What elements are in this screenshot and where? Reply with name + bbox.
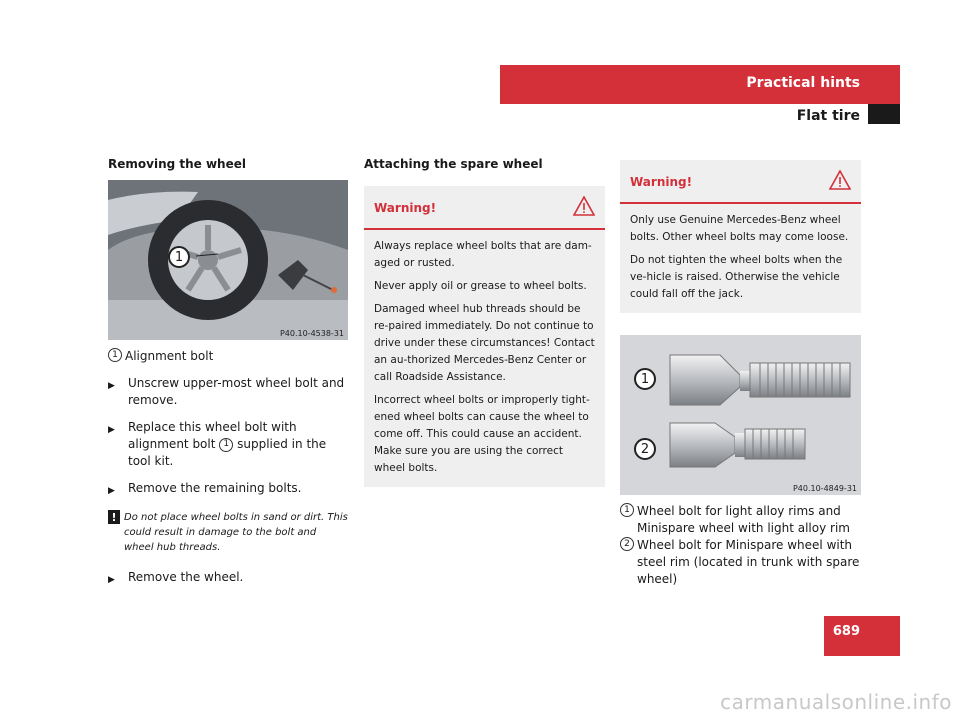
- triangle-bullet-icon: ▶: [108, 381, 115, 391]
- legend-callout: 1: [620, 503, 634, 517]
- legend-callout: 2: [620, 537, 634, 551]
- inline-callout: 1: [219, 438, 233, 452]
- warning-paragraph: Always replace wheel bolts that are dam-aged or rusted.: [374, 240, 592, 269]
- warning-title: Warning!: [630, 175, 693, 189]
- warning-paragraph: Do not tighten the wheel bolts when the ve-hicle is raised. Otherwise the vehicle could fall off the jack.: [630, 254, 843, 300]
- warning-body: [620, 204, 861, 313]
- warning-paragraph: Damaged wheel hub threads should be re-paired immediately. Do not continue to drive under these circumstances! Contact an au-thorized Mercedes-Benz Center or call Roadside Assistance.: [374, 303, 595, 383]
- removing-wheel-heading: Removing the wheel: [108, 157, 246, 171]
- caution-note-text: Do not place wheel bolts in sand or dirt. This could result in damage to the bolt and wheel hub threads.: [124, 512, 348, 553]
- section-title: Practical hints: [746, 75, 860, 91]
- warning-header: [620, 160, 861, 204]
- bolt-callout-2: 2: [634, 438, 656, 460]
- triangle-bullet-icon: ▶: [108, 425, 115, 435]
- subsection-title: Flat tire: [796, 108, 860, 124]
- warning-triangle-icon: [829, 170, 851, 194]
- caution-note: [108, 510, 348, 555]
- bolts-reference-code: P40.10-4849-31: [792, 484, 857, 493]
- column-wheel-bolts: [620, 160, 861, 588]
- step-item: [108, 419, 348, 470]
- legend-text: Alignment bolt: [125, 349, 214, 363]
- header-tab-marker: [868, 104, 900, 124]
- step-text: Replace this wheel bolt with alignment bolt: [128, 420, 297, 451]
- wheel-bolts-image: [620, 335, 861, 495]
- photo-reference-code: P40.10-4538-31: [279, 329, 344, 338]
- legend-callout: 1: [108, 348, 122, 362]
- step-item: [108, 569, 348, 589]
- warning-title: Warning!: [374, 201, 437, 215]
- warning-paragraph: Never apply oil or grease to wheel bolts.: [374, 280, 587, 292]
- triangle-bullet-icon: ▶: [108, 486, 115, 496]
- header-band: [500, 65, 900, 104]
- wheel-jack-photo: [108, 180, 348, 340]
- triangle-bullet-icon: ▶: [108, 575, 115, 585]
- bolt-callout-1: 1: [634, 368, 656, 390]
- step-item: [108, 480, 348, 500]
- step-text: Remove the remaining bolts.: [128, 481, 302, 495]
- warning-triangle-icon: [573, 196, 595, 220]
- bolts-legend: [620, 503, 861, 588]
- page-number: 689: [832, 624, 860, 639]
- page-number-box: [824, 616, 900, 656]
- warning-box: [364, 186, 605, 487]
- step-item: [108, 375, 348, 409]
- photo-callout-1: 1: [168, 246, 190, 268]
- site-watermark: carmanualsonline.info: [720, 690, 952, 714]
- warning-box: [620, 160, 861, 313]
- column-removing-wheel: [108, 156, 348, 589]
- column-attaching-spare: [364, 156, 605, 487]
- legend-item: [620, 503, 861, 537]
- legend-text: Wheel bolt for Minispare wheel with steel rim (located in trunk with spare wheel): [637, 538, 860, 586]
- warning-body: [364, 230, 605, 487]
- step-text: Unscrew upper-most wheel bolt and remove.: [128, 376, 345, 407]
- legend-item: [108, 348, 348, 365]
- step-text: Remove the wheel.: [128, 570, 244, 584]
- warning-header: [364, 186, 605, 230]
- car-wheel-illustration: [108, 180, 348, 340]
- warning-paragraph: Incorrect wheel bolts or improperly tight-ened wheel bolts can cause the wheel to come off. This could cause an accident. Make sure you are using the correct wheel bolts.: [374, 394, 590, 474]
- legend-item: [620, 537, 861, 588]
- attaching-spare-heading: Attaching the spare wheel: [364, 157, 543, 171]
- legend-text: Wheel bolt for light alloy rims and Minispare wheel with light alloy rim: [637, 504, 850, 535]
- warning-paragraph: Only use Genuine Mercedes-Benz wheel bolts. Other wheel bolts may come loose.: [630, 214, 849, 243]
- wheel-bolts-illustration: [620, 335, 861, 495]
- step-text-suffix: supplied in the tool kit.: [128, 437, 327, 468]
- photo-legend: [108, 348, 348, 365]
- step-text-composite: [128, 419, 348, 470]
- exclamation-icon: !: [108, 510, 120, 524]
